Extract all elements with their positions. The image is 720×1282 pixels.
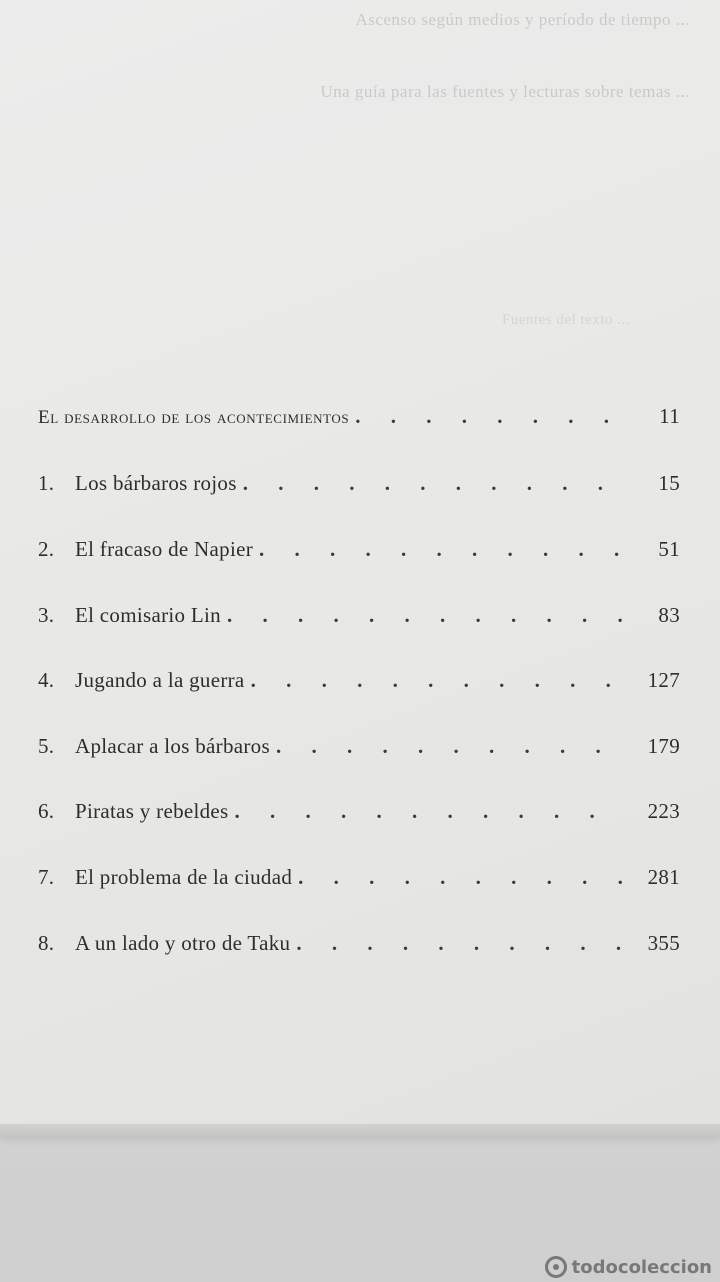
toc-chapter-number: 4. xyxy=(38,668,55,692)
toc-chapter-title: El comisario Lin xyxy=(75,603,221,627)
toc-page-number: 127 xyxy=(647,668,680,692)
toc-page-number: 179 xyxy=(647,734,680,758)
toc-chapter-number: 2. xyxy=(38,537,55,561)
toc-page-number: 223 xyxy=(647,799,680,823)
toc-intro-title: El desarrollo de los acontecimientos xyxy=(38,407,350,428)
toc-dot-leader xyxy=(259,537,622,562)
page-edge xyxy=(0,1124,720,1138)
toc-chapter-title: Aplacar a los bárbaros xyxy=(75,734,270,758)
toc-page-number: 51 xyxy=(658,537,680,561)
toc-chapter-number: 3. xyxy=(38,603,55,627)
toc-row xyxy=(38,799,680,824)
toc-row xyxy=(38,603,680,628)
faded-text-line: Fuentes del texto ... xyxy=(502,312,630,328)
toc-row xyxy=(38,537,680,562)
toc-dot-leader xyxy=(355,404,622,429)
toc-chapter-number: 1. xyxy=(38,471,55,495)
toc-dot-leader xyxy=(235,799,622,824)
toc-dot-leader xyxy=(276,734,622,759)
toc-dot-leader xyxy=(298,865,622,890)
toc-page-number: 15 xyxy=(658,471,680,495)
toc-chapter-title: Jugando a la guerra xyxy=(75,668,245,692)
toc-dot-leader xyxy=(251,668,622,693)
toc-dot-leader xyxy=(296,931,622,956)
toc-chapter-number: 8. xyxy=(38,931,55,955)
toc-chapter-title: El problema de la ciudad xyxy=(75,865,293,889)
toc-intro-row xyxy=(38,404,680,429)
toc-page-number: 355 xyxy=(647,931,680,955)
toc-chapter-title: Piratas y rebeldes xyxy=(75,799,229,823)
toc-dot-leader xyxy=(227,603,622,628)
toc-row xyxy=(38,931,680,956)
toc-chapter-number: 7. xyxy=(38,865,55,889)
watermark-text: todocoleccion xyxy=(571,1256,712,1278)
toc-chapter-number: 6. xyxy=(38,799,55,823)
toc-page-number: 11 xyxy=(659,404,680,428)
toc-page-number: 83 xyxy=(658,603,680,627)
toc-chapter-title: El fracaso de Napier xyxy=(75,537,253,561)
faded-text-line: Ascenso según medios y período de tiempo ... xyxy=(355,10,690,29)
toc-chapter-number: 5. xyxy=(38,734,55,758)
toc-chapter-title: A un lado y otro de Taku xyxy=(75,931,291,955)
toc-page-number: 281 xyxy=(647,865,680,889)
toc-row xyxy=(38,668,680,693)
toc-dot-leader xyxy=(243,471,622,496)
todocoleccion-logo-icon xyxy=(545,1256,567,1278)
toc-row xyxy=(38,865,680,890)
watermark xyxy=(545,1256,712,1278)
toc-chapter-title: Los bárbaros rojos xyxy=(75,471,237,495)
toc-row xyxy=(38,471,680,496)
faded-text-line: Una guía para las fuentes y lecturas sobre temas ... xyxy=(320,82,690,101)
toc-row xyxy=(38,734,680,759)
